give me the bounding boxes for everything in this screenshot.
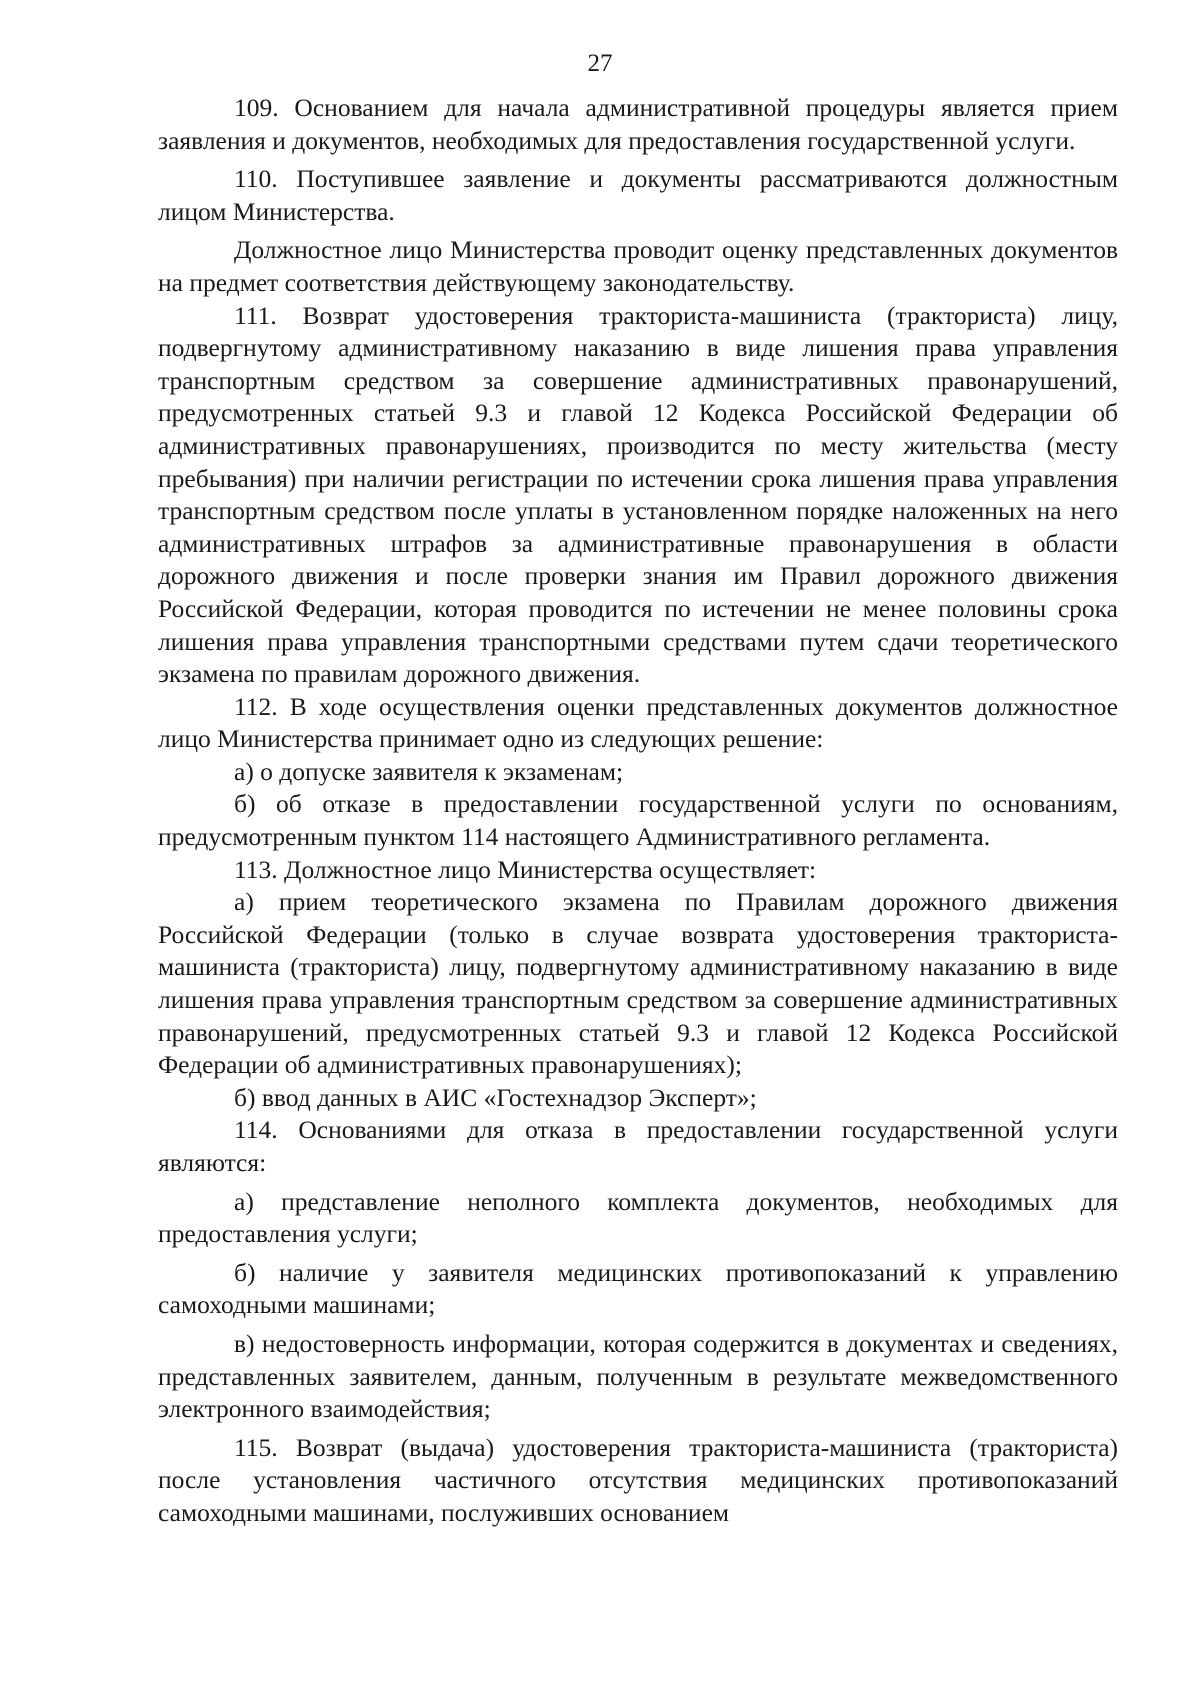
paragraph-113: 113. Должностное лицо Министерства осуществляет: [234,854,817,884]
paragraph-110-assessment: Должностное лицо Министерства проводит оценку представленных документов на предмет соответствия действующему законодательству. [158,235,1118,297]
paragraph-112-a: а) о допуске заявителя к экзаменам; [234,756,624,786]
paragraph-114-c: в) недостоверность информации, которая содержится в документах и сведениях, представленных заявителем, данным, полученным в результате межведомственного электронного взаимодействия; [158,1328,1118,1424]
paragraph-114-b: б) наличие у заявителя медицинских противопоказаний к управлению самоходными машинами; [158,1257,1118,1320]
paragraph-113-b: б) ввод данных в АИС «Гостехнадзор Эксперт»; [234,1082,757,1112]
paragraph-114: 114. Основаниями для отказа в предоставлении государственной услуги являются: [158,1115,1118,1177]
paragraph-112: 112. В ходе осуществления оценки представленных документов должностное лицо Министерства принимает одно из следующих решение: [158,691,1118,754]
paragraph-113-a: а) прием теоретического экзамена по Правилам дорожного движения Российской Федерации (только в случае возврата удостоверения тракториста-машиниста (тракториста) лицу, подвергнутому административному наказанию в виде лишения права управления транспортным средством за совершение административных правонарушений, предусмотренных статьей 9.3 и главой 12 Кодекса Российской Федерации об административных правонарушениях); [158,887,1118,1080]
paragraph-110: 110. Поступившее заявление и документы рассматриваются должностным лицом Министерства. [158,164,1118,226]
document-body [158,92,1118,1530]
paragraph-109: 109. Основанием для начала административной процедуры является прием заявления и документов, необходимых для предоставления государственной услуги. [158,93,1118,155]
paragraph-114-a: а) представление неполного комплекта документов, необходимых для предоставления услуги; [158,1186,1118,1249]
page-number: 27 [587,50,613,77]
paragraph-115: 115. Возврат (выдача) удостоверения тракториста-машиниста (тракториста) после установления частичного отсутствия медицинских противопоказаний самоходными машинами, послуживших основанием [158,1432,1118,1527]
paragraph-112-b: б) об отказе в предоставлении государственной услуги по основаниям, предусмотренным пунктом 114 настоящего Административного регламента. [158,789,1118,852]
paragraph-111: 111. Возврат удостоверения тракториста-машиниста (тракториста) лицу, подвергнутому административному наказанию в виде лишения права управления транспортным средством за совершение административных правонарушений, предусмотренных статьей 9.3 и главой 12 Кодекса Российской Федерации об административных правонарушениях, производится по месту жительства (месту пребывания) при наличии регистрации по истечении срока лишения права управления транспортным средством после уплаты в установленном порядке наложенных на него административных штрафов за административные правонарушения в области дорожного движения и после проверки знания им Правил дорожного движения Российской Федерации, которая проводится по истечении не менее половины срока лишения права управления транспортными средствами путем сдачи теоретического экзамена по правилам дорожного движения. [158,300,1118,689]
